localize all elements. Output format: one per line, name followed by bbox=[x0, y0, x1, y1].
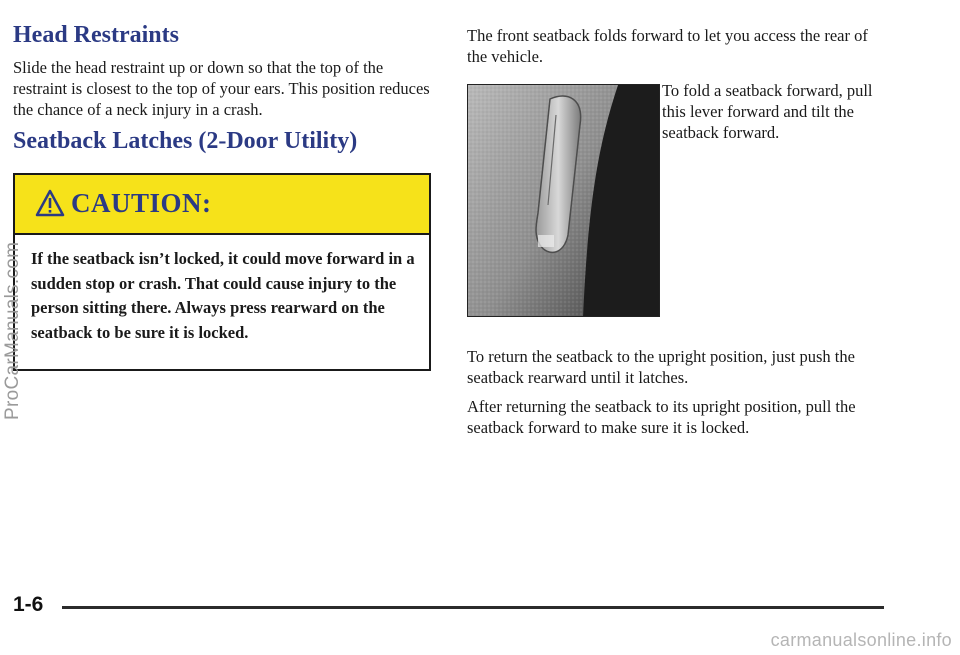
caution-label: CAUTION: bbox=[71, 188, 212, 218]
footer-rule bbox=[62, 606, 884, 609]
side-watermark: ProCarManuals.com bbox=[2, 241, 23, 420]
caution-box bbox=[13, 173, 431, 371]
head-restraints-title: Head Restraints bbox=[13, 22, 179, 48]
seatback-intro-paragraph: The front seatback folds forward to let you access the rear of the vehicle. bbox=[467, 26, 868, 66]
page-number: 1-6 bbox=[13, 593, 44, 616]
caution-text: If the seatback isn’t locked, it could move forward in a sudden stop or crash. That could cause injury to the person sitting there. Always press rearward on the seatback to be sure it is locked. bbox=[31, 249, 415, 342]
after-return-paragraph: After returning the seatback to its upright position, pull the seatback forward to make sure it is locked. bbox=[467, 397, 856, 437]
head-restraints-paragraph: Slide the head restraint up or down so that the top of the restraint is closest to the top of your ears. This position reduces the chance of a neck injury in a crash. bbox=[13, 58, 430, 119]
footer-site-watermark: carmanualsonline.info bbox=[770, 630, 952, 650]
seatback-latches-title: Seatback Latches (2-Door Utility) bbox=[13, 128, 358, 154]
return-instruction-paragraph: To return the seatback to the upright position, just push the seatback rearward until it latches. bbox=[467, 347, 855, 387]
seatback-lever-photo bbox=[467, 84, 660, 317]
fold-instruction-paragraph: To fold a seatback forward, pull this lever forward and tilt the seatback forward. bbox=[662, 81, 873, 142]
caution-header bbox=[15, 175, 429, 235]
warning-triangle-icon bbox=[35, 189, 65, 217]
